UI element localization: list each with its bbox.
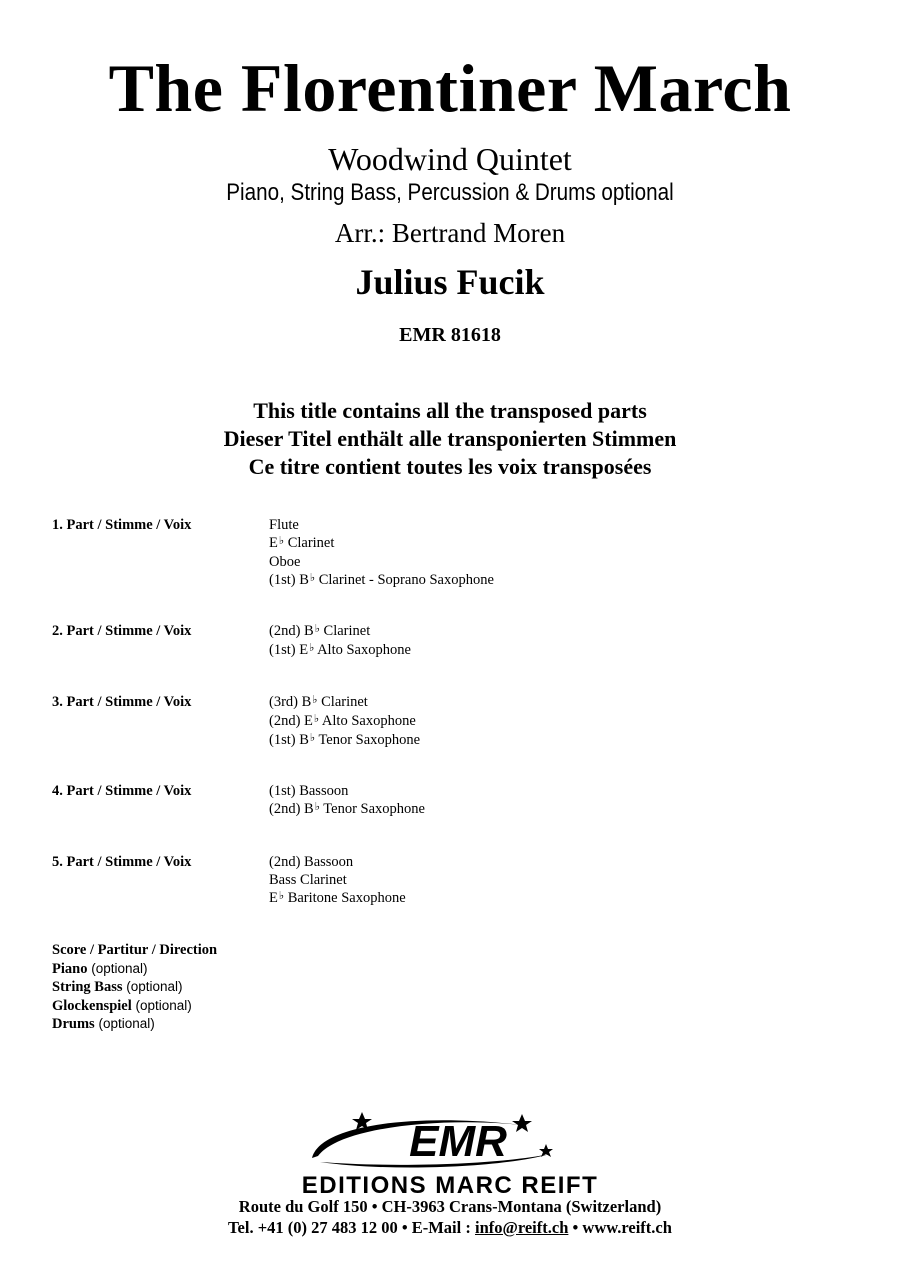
composer: Julius Fucik — [355, 262, 545, 302]
notice-english: This title contains all the transposed parts — [253, 398, 647, 423]
star-icon — [512, 1114, 532, 1132]
instrument-item: (1st) B♭ Clarinet - Soprano Saxophone — [269, 572, 494, 588]
optional-item-note: (optional) — [94, 1016, 155, 1031]
part-label: 5. Part / Stimme / Voix — [52, 854, 192, 870]
optional-item — [52, 997, 217, 1016]
instrument-item: (2nd) B♭ Tenor Saxophone — [269, 801, 425, 817]
website-text: • www.reift.ch — [568, 1218, 672, 1237]
instrumentation-line: Piano, String Bass, Percussion & Drums optional — [226, 179, 674, 206]
flat-sign-icon: ♭ — [309, 572, 316, 584]
part-label: 4. Part / Stimme / Voix — [52, 783, 192, 799]
instrument-item: Bass Clarinet — [269, 872, 347, 888]
instrument-item: E♭ Clarinet — [269, 535, 335, 551]
instrument-item: (2nd) Bassoon — [269, 854, 354, 870]
part-instrument-list — [269, 693, 669, 750]
flat-sign-icon: ♭ — [278, 890, 285, 902]
instrument-item: (3rd) B♭ Clarinet — [269, 694, 368, 710]
extras-list — [52, 942, 217, 1034]
logo-text: EMR — [409, 1117, 507, 1166]
part-label: 2. Part / Stimme / Voix — [52, 623, 192, 639]
notice-german: Dieser Titel enthält alle transponierten Stimmen — [223, 426, 677, 451]
part-instrument-list — [269, 853, 669, 908]
email-link[interactable]: info@reift.ch — [474, 1218, 569, 1237]
optional-item-note: (optional) — [131, 997, 192, 1013]
instrument-item: (1st) E♭ Alto Saxophone — [269, 642, 411, 658]
publisher-name: EDITIONS MARC REIFT — [301, 1172, 599, 1199]
flat-sign-icon: ♭ — [312, 694, 318, 706]
score-label: Score / Partitur / Direction — [52, 942, 218, 958]
optional-item — [52, 1015, 217, 1034]
part-label: 3. Part / Stimme / Voix — [52, 694, 192, 710]
optional-item — [52, 960, 217, 979]
instrument-item: (2nd) B♭ Clarinet — [269, 623, 371, 639]
instrument-item: Oboe — [269, 554, 301, 570]
instrument-item: (1st) Bassoon — [269, 783, 349, 799]
flat-sign-icon: ♭ — [309, 642, 315, 654]
instrument-item: Flute — [269, 517, 299, 533]
arranger: Arr.: Bertrand Moren — [334, 218, 566, 248]
optional-item-name: Drums — [52, 1016, 95, 1032]
flat-sign-icon: ♭ — [314, 623, 320, 635]
optional-item-name: Glockenspiel — [52, 997, 132, 1014]
instrument-item: (2nd) E♭ Alto Saxophone — [269, 713, 416, 729]
optional-item-note: (optional) — [87, 960, 148, 976]
notice-french: Ce titre contient toutes les voix transposées — [248, 454, 652, 479]
flat-sign-icon: ♭ — [313, 713, 320, 725]
flat-sign-icon: ♭ — [278, 535, 285, 547]
optional-items — [52, 960, 217, 1034]
flat-sign-icon: ♭ — [309, 732, 316, 744]
publisher-contact — [0, 1218, 900, 1238]
part-instrument-list — [269, 516, 669, 590]
instrument-item: (1st) B♭ Tenor Saxophone — [269, 732, 421, 748]
catalog-number: EMR 81618 — [399, 324, 501, 346]
emr-logo — [300, 1106, 600, 1176]
optional-item-name: Piano — [52, 960, 88, 977]
page-title: The Florentiner March — [108, 50, 792, 126]
part-instrument-list — [269, 782, 669, 819]
optional-item-name: String Bass — [52, 979, 123, 995]
part-instrument-list — [269, 622, 669, 660]
flat-sign-icon: ♭ — [314, 801, 320, 813]
publisher-address: Route du Golf 150 • CH-3963 Crans-Montana (Switzerland) — [238, 1197, 662, 1216]
optional-item — [52, 978, 217, 997]
instrument-item: E♭ Baritone Saxophone — [269, 890, 406, 906]
optional-item-note: (optional) — [122, 979, 183, 994]
subtitle: Woodwind Quintet — [328, 141, 572, 177]
part-label: 1. Part / Stimme / Voix — [52, 517, 192, 533]
telephone-text: Tel. +41 (0) 27 483 12 00 • E-Mail : — [228, 1218, 475, 1237]
